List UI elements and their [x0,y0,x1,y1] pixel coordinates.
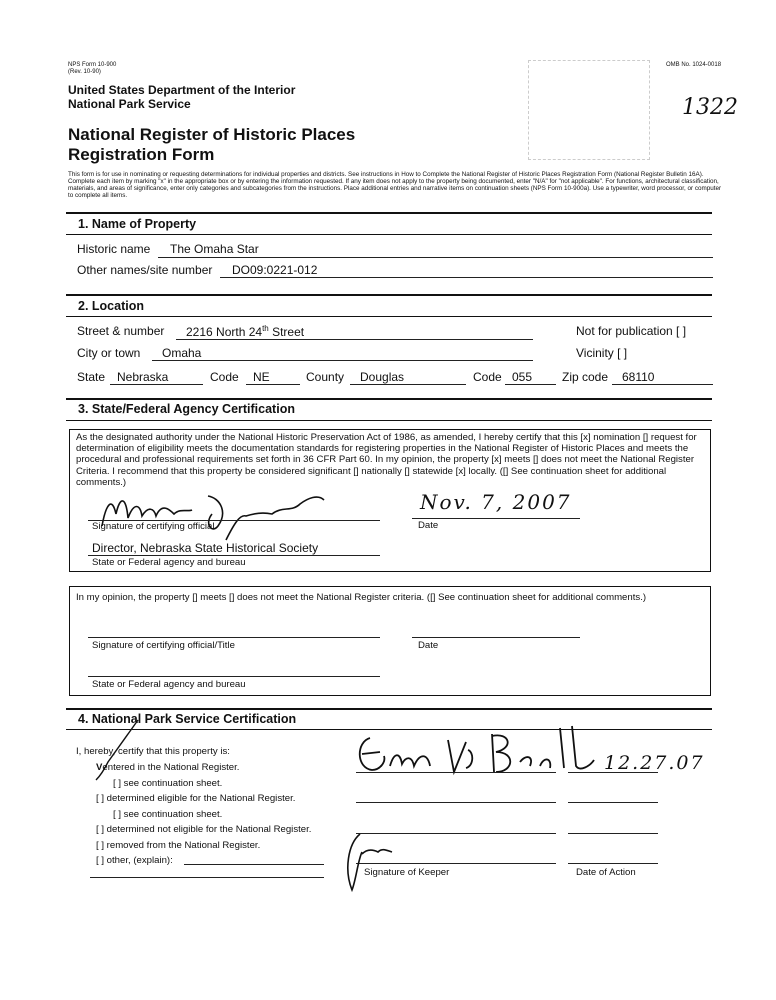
date-label: Date [418,640,439,651]
department-name: United States Department of the Interior [68,83,296,97]
field-underline [612,384,713,385]
other-item[interactable]: [ ] other, (explain): [96,855,173,866]
page-subtitle: Registration Form [68,145,215,164]
date-line [412,637,580,638]
certifying-official-signature [96,484,336,544]
entered-item[interactable]: Ventered in the National Register. [96,762,240,773]
agency-line [88,676,380,677]
handwritten-date: Nov. 7, 2007 [420,490,572,514]
determined-eligible-item[interactable]: [ ] determined eligible for the National Register. [96,793,296,804]
page-title: National Register of Historic Places [68,125,356,144]
explain-line [184,864,324,865]
section-divider [66,294,712,296]
keeper-date-line [568,863,658,864]
section-divider [66,212,712,214]
section-4-heading: 4. National Park Service Certification [78,712,297,726]
state-label: State [77,370,106,384]
field-underline [152,360,533,361]
certifying-agency-value: Director, Nebraska State Historical Society [92,541,319,555]
keeper-line [356,772,556,773]
agency-label: State or Federal agency and bureau [92,557,246,568]
city-value: Omaha [162,346,202,360]
city-label: City or town [77,346,141,360]
date-line [412,518,580,519]
vicinity-checkbox[interactable]: Vicinity [ ] [576,346,628,360]
section-divider [66,398,712,400]
agency-name: National Park Service [68,97,191,111]
section-1-heading: 1. Name of Property [78,217,197,231]
continuation-checkbox[interactable]: [ ] see continuation sheet. [113,778,223,789]
removed-item[interactable]: [ ] removed from the National Register. [96,840,261,851]
other-names-value: DO09:0221-012 [232,263,318,277]
field-underline [246,384,300,385]
state-certification-text: As the designated authority under the National Historic Preservation Act of 1986, as amended, I hereby certify that this [x] nomination [] request for determination of eligibility meets the documentation standards for registering properties in the National Register of Historic Places and meets the procedural and professional requirements set forth in 36 CFR Part 60. In my opinion, the property [x] meets [] does not meet the National Register Criteria. I recommend that this property be considered significant [] nationally [] statewide [x] locally. ([] See continuation sheet for additional comments.) [76,432,697,488]
county-code-value: 055 [512,370,533,384]
keeper-line [356,802,556,803]
field-underline [220,277,713,278]
historic-name-label: Historic name [77,242,151,256]
section-divider [66,234,712,235]
signature-label: Signature of certifying official [92,521,215,532]
signature-line [88,637,380,638]
field-underline [158,257,713,258]
date-of-action-label: Date of Action [576,867,636,878]
keeper-initials [338,830,398,894]
keeper-handwritten-date: 12.27.07 [604,752,705,774]
keeper-date-line [568,833,658,834]
other-names-label: Other names/site number [77,263,213,277]
state-code-value: NE [253,370,270,384]
not-eligible-item[interactable]: [ ] determined not eligible for the National Register. [96,824,312,835]
handwritten-number: 1322 [682,95,738,120]
field-underline [350,384,466,385]
historic-name-value: The Omaha Star [170,242,259,256]
continuation-checkbox[interactable]: [ ] see continuation sheet. [113,809,223,820]
state-value: Nebraska [117,370,169,384]
zip-label: Zip code [562,370,609,384]
keeper-date-line [568,772,658,773]
field-underline [110,384,203,385]
field-underline [176,339,533,340]
county-code-label: Code [473,370,502,384]
section-divider [66,420,712,421]
keeper-signature [350,722,600,782]
section-divider [66,708,712,710]
date-label: Date [418,520,439,531]
keeper-date-line [568,802,658,803]
section-3-heading: 3. State/Federal Agency Certification [78,402,295,416]
agency-line [88,555,380,556]
agency-label: State or Federal agency and bureau [92,679,246,690]
county-value: Douglas [360,370,405,384]
county-label: County [306,370,345,384]
not-for-publication-checkbox[interactable]: Not for publication [ ] [576,324,687,338]
keeper-signature-label: Signature of Keeper [364,867,450,878]
opinion-text: In my opinion, the property [] meets [] does not meet the National Register criteria. ([] See continuation sheet for additional comments.) [76,592,647,603]
section-2-heading: 2. Location [78,299,144,313]
field-underline [505,384,556,385]
street-label: Street & number [77,324,165,338]
nps-intro: I, hereby, certify that this property is: [76,746,230,757]
section-divider [66,316,712,317]
explain-line [90,877,324,878]
state-code-label: Code [210,370,239,384]
received-stamp [528,60,650,160]
street-value: 2216 North 24th Street [186,324,305,339]
omb-number: OMB No. 1024-0018 [666,62,722,68]
zip-value: 68110 [622,370,655,384]
signature-title-label: Signature of certifying official/Title [92,640,235,651]
form-revision: (Rev. 10-90) [68,69,101,75]
instructions: This form is for use in nominating or requesting determinations for individual properties and districts. See instructions in How to Complete the National Register of Historic Places Registration Form (National Register Bulletin 16A). Complete each item by marking "x" in the appropriate box or by entering the information requested. If any item does not apply to the property being documented, enter "N/A" for "not applicable". For functions, architectural classification, materials, and areas of significance, enter only categories and subcategories from the instructions. Place additional entries and narrative items on continuation sheets (NPS Form 10-900a). Use a typewriter, word processor, or computer to complete all items. [68,171,722,199]
form-number: NPS Form 10-900 [68,62,117,68]
